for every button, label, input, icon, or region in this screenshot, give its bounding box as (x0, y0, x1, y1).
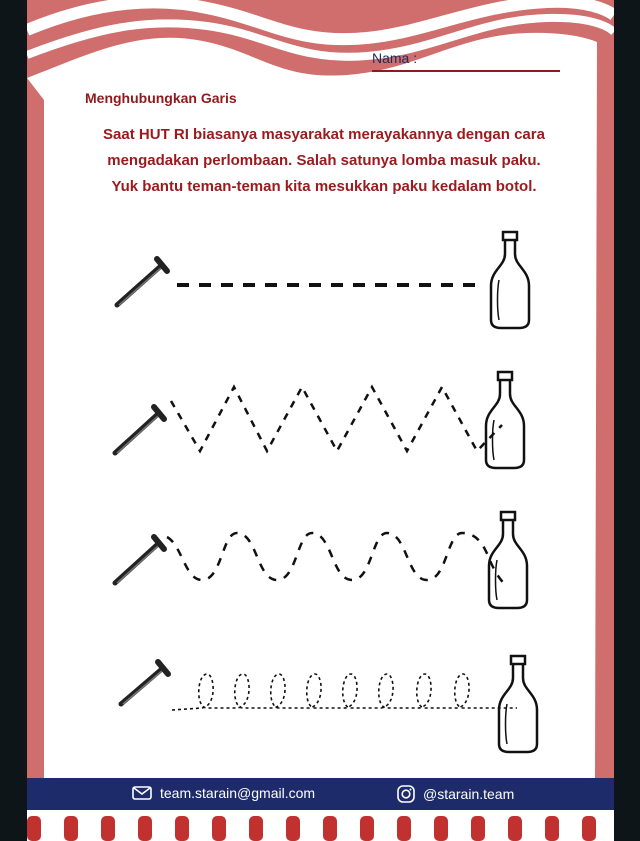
nail-icon (121, 662, 168, 704)
exercise-loops (107, 650, 547, 760)
exercise-wave (107, 505, 547, 615)
instruction-line: mengadakan perlombaan. Salah satunya lomba masuk paku. (107, 152, 541, 169)
bottle-icon (486, 372, 524, 468)
trace-line[interactable] (167, 533, 507, 585)
footer-instagram[interactable] (397, 785, 514, 803)
footer (27, 778, 614, 810)
bottle-icon (489, 512, 527, 608)
page-title: Menghubungkan Garis (85, 90, 237, 106)
nail-icon (117, 259, 167, 305)
trace-line[interactable] (172, 674, 517, 710)
instagram-text: @starain.team (423, 786, 515, 802)
nail-icon (115, 407, 164, 453)
nail-icon (115, 537, 164, 583)
name-label: Nama : (372, 50, 418, 66)
email-text: team.starain@gmail.com (160, 785, 316, 801)
exercise-zigzag (107, 365, 547, 475)
instruction-line: Yuk bantu teman-teman kita mesukkan paku kedalam botol. (111, 178, 537, 195)
bottle-icon (491, 232, 529, 328)
trace-line[interactable] (171, 387, 502, 451)
instruction-line: Saat HUT RI biasanya masyarakat merayakannya dengan cara (103, 126, 545, 143)
mail-icon (132, 785, 152, 801)
instagram-icon (397, 785, 415, 803)
bottom-tab-border (27, 810, 614, 841)
bottle-icon (499, 656, 537, 752)
instructions (74, 122, 574, 200)
name-line[interactable] (372, 70, 560, 72)
worksheet (27, 0, 614, 841)
footer-email[interactable] (132, 785, 315, 801)
exercise-straight (107, 225, 547, 335)
